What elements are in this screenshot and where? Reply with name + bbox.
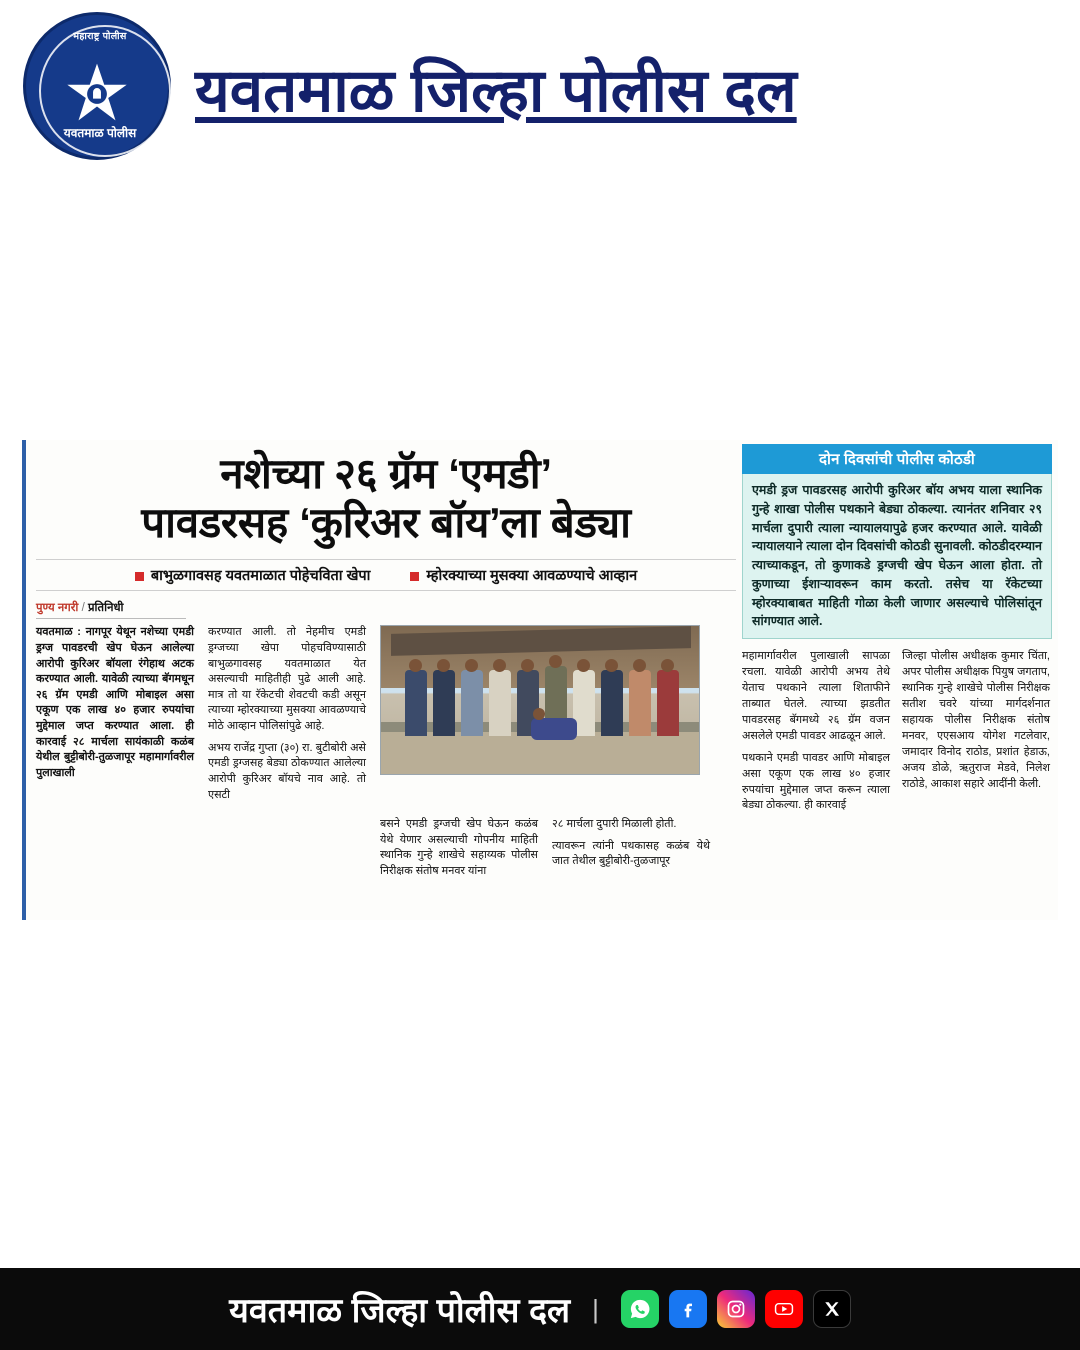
sidebar-box-title: दोन दिवसांची पोलीस कोठडी (742, 444, 1052, 474)
article-column-4 (552, 817, 710, 885)
star-icon (64, 61, 130, 127)
photo-seated-person (531, 718, 577, 740)
bullet-square-icon (410, 572, 419, 581)
article-column-3 (380, 817, 538, 885)
sidebar-article (742, 444, 1052, 820)
bullet-square-icon (135, 572, 144, 581)
article-paragraph: त्यावरून त्यांनी पथकासह कळंब येथे जात तेथील बुट्टीबोरी-तुळजापूर (552, 839, 710, 868)
facebook-icon[interactable] (669, 1290, 707, 1328)
byline-separator: / (81, 602, 85, 615)
article-paragraph: करण्यात आली. तो नेहमीच एमडी ड्रग्जच्या खेपा पोहचविण्यासाठी बाभुळगावसह यवतमाळात येत असल्याची माहितीही पुढे आली आहे. मात्र तो या रॅकेटची शेवटची कडी असून त्याच्या म्होरक्याच्या मुसक्या आवळण्याचे मोठे आव्हान पोलिसांपुढे आहे. (208, 626, 366, 733)
x-icon[interactable] (813, 1290, 851, 1328)
byline-source: पुण्य नगरी (36, 602, 79, 615)
article-paragraph: बसने एमडी ड्रग्जची खेप घेऊन कळंब येथे येणार असल्याची गोपनीय माहिती स्थानिक गुन्हे शाखेचे सहाय्यक पोलीस निरीक्षक संतोष मनवर यांना (380, 818, 538, 877)
sidebar-paragraph: महामार्गावरील पुलाखाली सापळा रचला. यावेळी आरोपी अभय तेथे येताच पथकाने त्याला शिताफीने ताब्यात घेतले. त्याच्या झडतीत पावडरसह बॅगमध्ये २६ ग्रॅम वजन असलेले एमडी पावडर आढळून आले. (742, 650, 890, 742)
article-paragraph: यवतमाळ : नागपूर येथून नशेच्या एमडी ड्रग्ज पावडरची खेप घेऊन आलेल्या आरोपी कुरिअर बॉयला रंगेहाथ अटक करण्यात आली. यावेळी त्याच्या बॅगमधून २६ ग्रॅम एमडी आणि मोबाइल असा एकूण एक लाख ४० हजार रुपयांचा मुद्देमाल जप्त करण्यात आला. ही कारवाई २८ मार्चला सायंकाळी कळंब येथील बुट्टीबोरी-तुळजापूर महामार्गावरील पुलाखाली (36, 626, 194, 779)
page-footer (0, 1268, 1080, 1350)
byline-role: प्रतिनिधी (88, 602, 124, 615)
photo-person (601, 670, 623, 736)
byline (36, 600, 186, 619)
subheading-1: बाभुळगावसह यवतमाळात पोहेचविता खेपा (135, 565, 371, 585)
article-photo-block (380, 625, 700, 809)
page-header (0, 0, 1080, 175)
police-logo (18, 10, 173, 165)
photo-person (433, 670, 455, 736)
article-subheadings (36, 559, 736, 591)
main-article (36, 444, 736, 886)
sidebar-columns (742, 649, 1052, 820)
photo-person (461, 670, 483, 736)
article-photo (380, 625, 700, 775)
article-column-2 (208, 625, 366, 809)
newspaper-clipping (22, 440, 1058, 920)
sidebar-column-1 (742, 649, 890, 820)
instagram-icon[interactable] (717, 1290, 755, 1328)
sidebar-box-text: एमडी ड्रज पावडरसह आरोपी कुरिअर बॉय अभय याला स्थानिक गुन्हे शाखा पोलीस पथकाने बेड्या ठोकल्या. त्यानंतर शनिवार २९ मार्चला दुपारी त्याला न्यायालयापुढे हजर करण्यात आले. यावेळी न्यायालयाने त्याला दोन दिवसांची कोठडी सुनावली. कोठडीदरम्यान त्याच्याकडून, तो कुणाकडे ड्रग्जची खेप घेऊन आला होता. तो कुणाच्या ईशाऱ्यावरून काम करतो. तसेच या रॅकेटच्या म्होरक्याबाबत माहिती गोळा केली जाणार असल्याचे पोलिसांतून सांगण्यात आले. (742, 474, 1052, 639)
sidebar-column-2 (902, 649, 1050, 820)
photo-person (657, 670, 679, 736)
headline-line-1: नशेच्या २६ ग्रॅम ‘एमडी’ (220, 450, 552, 497)
article-paragraph: २८ मार्चला दुपारी मिळाली होती. (552, 818, 677, 831)
article-column-1 (36, 625, 194, 809)
subheading-2: म्होरक्याच्या मुसक्या आवळण्याचे आव्हान (410, 565, 637, 585)
photo-person (629, 670, 651, 736)
sidebar-paragraph: पथकाने एमडी पावडर आणि मोबाइल असा एकूण एक लाख ४० हजार रुपयांचा मुद्देमाल जप्त करून त्याला बेड्या ठोकल्या. ही कारवाई (742, 751, 890, 812)
police-emblem-icon (23, 12, 171, 160)
article-columns-top (36, 625, 736, 809)
article-columns-bottom (36, 817, 736, 885)
youtube-icon[interactable] (765, 1290, 803, 1328)
article-headline (36, 450, 736, 547)
photo-person (489, 670, 511, 736)
footer-title: यवतमाळ जिल्हा पोलीस दल (229, 1292, 571, 1330)
article-paragraph: अभय राजेंद्र गुप्ता (३०) रा. बुटीबोरी असे एमडी ड्रग्जसह बेड्या ठोकण्यात आलेल्या आरोपी कुरिअर बॉयचे नाव आहे. तो एसटी (208, 741, 366, 801)
footer-divider: | (592, 1293, 599, 1324)
emblem-top-text: महाराष्ट्र पोलीस (73, 31, 127, 42)
emblem-bottom-text: यवतमाळ पोलीस (63, 126, 137, 140)
sidebar-paragraph: जिल्हा पोलीस अधीक्षक कुमार चिंता, अपर पोलीस अधीक्षक पियुष जगताप, स्थानिक गुन्हे शाखेचे पोलीस निरीक्षक सतीश चवरे यांच्या मार्गदर्शनात सहायक पोलीस निरीक्षक संतोष मनवर, एएसआय योगेश गटलेवार, जमादार विनोद राठोड, प्रशांत हेडाऊ, अजय डोळे, ऋतुराज मेडवे, निलेश राठोडे, आकाश सहारे आदींनी केली. (902, 650, 1050, 790)
headline-line-2: पावडरसह ‘कुरिअर बॉय’ला बेड्या (141, 498, 631, 546)
whatsapp-icon[interactable] (621, 1290, 659, 1328)
page-title: यवतमाळ जिल्हा पोलीस दल (195, 56, 797, 124)
social-links (621, 1290, 851, 1328)
photo-person (405, 670, 427, 736)
